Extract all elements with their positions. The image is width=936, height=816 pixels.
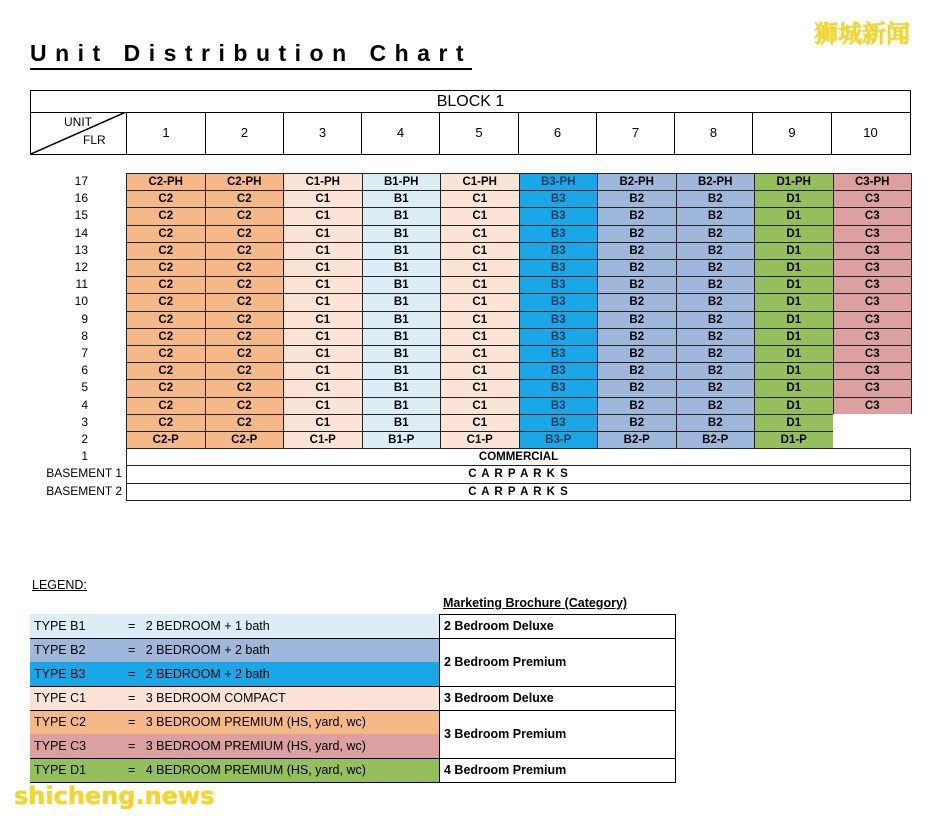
legend-type: TYPE C3 bbox=[34, 739, 87, 753]
unit-cell: C1 bbox=[283, 328, 363, 346]
unit-cell: B2 bbox=[597, 345, 677, 363]
unit-cell: C2 bbox=[126, 190, 206, 208]
unit-cell: C2 bbox=[205, 225, 285, 243]
category-cell: 3 Bedroom Premium bbox=[439, 710, 676, 758]
watermark-bottom: shicheng.news bbox=[14, 782, 215, 810]
unit-cell: C1-P bbox=[440, 431, 520, 449]
unit-cell: C2 bbox=[205, 379, 285, 397]
unit-cell: B3 bbox=[519, 225, 599, 243]
unit-cell: C3 bbox=[833, 345, 913, 363]
legend-row bbox=[30, 662, 439, 686]
unit-cell: C2 bbox=[205, 259, 285, 277]
legend-description: = 2 BEDROOM + 2 bath bbox=[128, 643, 270, 657]
floor-label: 11 bbox=[75, 277, 88, 292]
floor-label: 1 bbox=[81, 449, 88, 464]
unit-cell: B3 bbox=[519, 345, 599, 363]
unit-cell: B3 bbox=[519, 259, 599, 277]
unit-cell: C3 bbox=[833, 190, 913, 208]
column-header-2: 2 bbox=[205, 112, 283, 154]
unit-cell: C1 bbox=[440, 207, 520, 225]
unit-cell: B2 bbox=[676, 311, 756, 329]
column-header-10: 10 bbox=[831, 112, 909, 154]
unit-cell: B1 bbox=[362, 311, 442, 329]
unit-cell: C3 bbox=[833, 379, 913, 397]
unit-cell: C2-P bbox=[126, 431, 206, 449]
unit-cell bbox=[833, 414, 913, 432]
legend-row bbox=[30, 614, 439, 638]
unit-cell: C1 bbox=[440, 311, 520, 329]
unit-cell: B2 bbox=[597, 242, 677, 260]
floor-axis-label: FLR bbox=[83, 133, 106, 147]
unit-cell: B1 bbox=[362, 414, 442, 432]
unit-cell: C2 bbox=[126, 397, 206, 415]
unit-cell: C2 bbox=[126, 276, 206, 294]
unit-cell: B2 bbox=[676, 414, 756, 432]
unit-cell: C2 bbox=[126, 328, 206, 346]
floor-label: 3 bbox=[81, 414, 88, 429]
unit-cell: B3 bbox=[519, 414, 599, 432]
unit-cell: C3 bbox=[833, 242, 913, 260]
unit-cell: D1 bbox=[754, 379, 834, 397]
floor-label: 12 bbox=[74, 260, 88, 274]
unit-cell: D1 bbox=[754, 225, 834, 243]
floor-label: 4 bbox=[81, 397, 88, 412]
unit-cell: B1 bbox=[362, 207, 442, 225]
unit-cell: C2 bbox=[126, 207, 206, 225]
unit-cell: B2-PH bbox=[676, 173, 756, 191]
floor-label: 16 bbox=[74, 191, 88, 206]
unit-cell: C2 bbox=[126, 311, 206, 329]
unit-cell: C3 bbox=[833, 259, 913, 277]
category-divider bbox=[30, 638, 676, 639]
unit-cell: B2 bbox=[676, 190, 756, 208]
unit-cell: B3 bbox=[519, 362, 599, 380]
unit-cell: B2 bbox=[597, 293, 677, 311]
unit-cell: C2 bbox=[205, 397, 285, 415]
unit-cell: C2 bbox=[126, 293, 206, 311]
unit-cell: C2 bbox=[126, 362, 206, 380]
unit-cell: B1 bbox=[362, 259, 442, 277]
unit-cell: D1-P bbox=[754, 431, 834, 449]
unit-cell: B3 bbox=[519, 328, 599, 346]
unit-cell: B3 bbox=[519, 293, 599, 311]
unit-cell: B3-PH bbox=[519, 173, 599, 191]
category-divider bbox=[30, 686, 676, 687]
category-divider bbox=[30, 710, 676, 711]
unit-cell: C1 bbox=[440, 190, 520, 208]
unit-cell: D1 bbox=[754, 397, 834, 415]
floor-label: BASEMENT 2 bbox=[46, 483, 122, 498]
unit-cell: D1 bbox=[754, 190, 834, 208]
unit-cell: C1 bbox=[283, 190, 363, 208]
unit-cell: C2 bbox=[205, 207, 285, 225]
floor-label: 9 bbox=[81, 311, 88, 326]
unit-cell: B3-P bbox=[519, 431, 599, 449]
unit-cell: D1 bbox=[754, 328, 834, 346]
legend-row bbox=[30, 686, 439, 710]
unit-cell: B2 bbox=[597, 362, 677, 380]
unit-cell: B2 bbox=[676, 225, 756, 243]
unit-cell: B2 bbox=[676, 397, 756, 415]
unit-cell: D1-PH bbox=[754, 173, 834, 191]
legend-row bbox=[30, 638, 439, 662]
unit-cell: C1-PH bbox=[283, 173, 363, 191]
unit-cell: C3-PH bbox=[833, 173, 913, 191]
unit-cell: C3 bbox=[833, 225, 913, 243]
unit-cell: B2 bbox=[597, 276, 677, 294]
unit-cell: B1 bbox=[362, 225, 442, 243]
unit-cell: B2 bbox=[597, 414, 677, 432]
unit-cell: B1 bbox=[362, 190, 442, 208]
unit-cell: C3 bbox=[833, 397, 913, 415]
unit-cell: D1 bbox=[754, 293, 834, 311]
unit-cell: B1 bbox=[362, 362, 442, 380]
unit-cell: B2 bbox=[676, 207, 756, 225]
unit-cell: C1 bbox=[283, 259, 363, 277]
unit-cell: B2 bbox=[676, 259, 756, 277]
unit-cell: C1 bbox=[440, 328, 520, 346]
unit-cell: B1 bbox=[362, 397, 442, 415]
unit-cell: B2 bbox=[597, 379, 677, 397]
column-header-1: 1 bbox=[126, 112, 205, 154]
unit-cell: C1-P bbox=[283, 431, 363, 449]
column-header-6: 6 bbox=[518, 112, 596, 154]
legend-type: TYPE B2 bbox=[34, 643, 86, 657]
unit-cell: B3 bbox=[519, 276, 599, 294]
unit-cell: C2 bbox=[205, 311, 285, 329]
legend-description: = 3 BEDROOM PREMIUM (HS, yard, wc) bbox=[128, 739, 366, 753]
unit-cell: D1 bbox=[754, 345, 834, 363]
unit-cell: C2 bbox=[205, 328, 285, 346]
unit-cell: D1 bbox=[754, 362, 834, 380]
unit-cell: C2 bbox=[126, 379, 206, 397]
unit-cell: C2-P bbox=[205, 431, 285, 449]
unit-cell: C1 bbox=[440, 379, 520, 397]
unit-cell: B3 bbox=[519, 397, 599, 415]
unit-cell: D1 bbox=[754, 414, 834, 432]
floor-label: 7 bbox=[81, 346, 88, 360]
floor-label: 13 bbox=[74, 242, 88, 257]
unit-cell: B3 bbox=[519, 190, 599, 208]
unit-cell: C2 bbox=[205, 276, 285, 294]
legend-description: = 3 BEDROOM COMPACT bbox=[128, 691, 286, 705]
unit-cell: C1 bbox=[283, 207, 363, 225]
unit-axis-label: UNIT bbox=[64, 115, 92, 129]
unit-cell: C1 bbox=[283, 225, 363, 243]
category-cell: 4 Bedroom Premium bbox=[439, 758, 676, 782]
category-header: Marketing Brochure (Category) bbox=[443, 596, 628, 610]
unit-cell: C1 bbox=[283, 293, 363, 311]
unit-cell: C1 bbox=[283, 379, 363, 397]
unit-cell: C1 bbox=[440, 414, 520, 432]
unit-cell: B2 bbox=[676, 328, 756, 346]
column-header-8: 8 bbox=[674, 112, 752, 154]
unit-cell: C1 bbox=[283, 414, 363, 432]
unit-cell: C2 bbox=[126, 259, 206, 277]
floor-label: 17 bbox=[74, 174, 88, 188]
floor-label: BASEMENT 1 bbox=[46, 466, 122, 481]
unit-cell: B1 bbox=[362, 345, 442, 363]
unit-floor-corner bbox=[31, 112, 126, 154]
floor-label: 2 bbox=[81, 432, 88, 446]
block-label: BLOCK 1 bbox=[31, 91, 910, 113]
commercial-row: COMMERCIAL bbox=[126, 448, 911, 466]
legend-description: = 4 BEDROOM PREMIUM (HS, yard, wc) bbox=[128, 763, 366, 777]
unit-cell: B2 bbox=[597, 397, 677, 415]
unit-cell: B2 bbox=[597, 207, 677, 225]
unit-cell: C2 bbox=[205, 190, 285, 208]
unit-cell: B2 bbox=[597, 190, 677, 208]
unit-cell: B2 bbox=[597, 225, 677, 243]
legend-type: TYPE B3 bbox=[34, 667, 86, 681]
unit-cell: C2 bbox=[205, 293, 285, 311]
unit-cell: C2 bbox=[126, 225, 206, 243]
unit-cell: C3 bbox=[833, 293, 913, 311]
legend-description: = 3 BEDROOM PREMIUM (HS, yard, wc) bbox=[128, 715, 366, 729]
unit-cell: B2 bbox=[676, 345, 756, 363]
column-header-7: 7 bbox=[596, 112, 674, 154]
unit-cell: B2 bbox=[676, 379, 756, 397]
unit-cell: C1 bbox=[440, 276, 520, 294]
unit-cell: C2-PH bbox=[126, 173, 206, 191]
unit-cell: C2 bbox=[205, 345, 285, 363]
floor-label: 14 bbox=[74, 225, 88, 240]
legend-title: LEGEND: bbox=[32, 578, 87, 592]
unit-cell: C3 bbox=[833, 311, 913, 329]
unit-cell: C1 bbox=[283, 276, 363, 294]
floor-label: 6 bbox=[81, 363, 88, 378]
unit-cell: C2 bbox=[205, 242, 285, 260]
unit-cell: C3 bbox=[833, 276, 913, 294]
unit-cell: B1 bbox=[362, 242, 442, 260]
unit-cell: B1 bbox=[362, 293, 442, 311]
unit-cell: C3 bbox=[833, 207, 913, 225]
unit-cell: C1 bbox=[283, 311, 363, 329]
unit-cell: C3 bbox=[833, 328, 913, 346]
unit-cell: C2 bbox=[126, 242, 206, 260]
unit-cell: B2 bbox=[676, 242, 756, 260]
unit-cell: B3 bbox=[519, 242, 599, 260]
unit-cell: D1 bbox=[754, 242, 834, 260]
category-divider bbox=[30, 758, 676, 759]
carpark-row: C A R P A R K S bbox=[126, 483, 911, 501]
unit-cell: C1 bbox=[440, 397, 520, 415]
watermark-top: 狮城新闻 bbox=[814, 20, 910, 48]
legend-row bbox=[30, 710, 439, 734]
unit-cell: C1 bbox=[440, 345, 520, 363]
unit-cell: C2 bbox=[126, 345, 206, 363]
block-header-table bbox=[30, 90, 911, 155]
unit-cell: B1 bbox=[362, 379, 442, 397]
legend-type: TYPE B1 bbox=[34, 619, 86, 633]
unit-cell: C2 bbox=[205, 414, 285, 432]
unit-cell: C2-PH bbox=[205, 173, 285, 191]
category-cell: 3 Bedroom Deluxe bbox=[439, 686, 676, 710]
legend-description: = 2 BEDROOM + 1 bath bbox=[128, 619, 270, 633]
unit-cell: B1-PH bbox=[362, 173, 442, 191]
unit-cell: D1 bbox=[754, 259, 834, 277]
column-header-9: 9 bbox=[752, 112, 831, 154]
unit-cell: B1 bbox=[362, 276, 442, 294]
unit-cell: C1 bbox=[440, 293, 520, 311]
unit-cell: C2 bbox=[205, 362, 285, 380]
unit-cell: B3 bbox=[519, 207, 599, 225]
unit-cell: C1 bbox=[283, 397, 363, 415]
unit-cell: B2-PH bbox=[597, 173, 677, 191]
unit-cell: C2 bbox=[126, 414, 206, 432]
category-cell: 2 Bedroom Deluxe bbox=[439, 614, 676, 638]
unit-cell: B2 bbox=[676, 362, 756, 380]
unit-cell: C1 bbox=[440, 362, 520, 380]
unit-cell: C1 bbox=[283, 345, 363, 363]
unit-cell: C3 bbox=[833, 362, 913, 380]
unit-cell: B2-P bbox=[597, 431, 677, 449]
unit-cell: C1 bbox=[440, 259, 520, 277]
unit-cell: B2 bbox=[676, 276, 756, 294]
legend-row bbox=[30, 734, 439, 758]
unit-cell bbox=[833, 431, 913, 449]
unit-cell: C1-PH bbox=[440, 173, 520, 191]
unit-cell: B1-P bbox=[362, 431, 442, 449]
legend-type: TYPE C2 bbox=[34, 715, 87, 729]
unit-cell: C1 bbox=[440, 225, 520, 243]
unit-cell: C1 bbox=[440, 242, 520, 260]
unit-cell: B2-P bbox=[676, 431, 756, 449]
floor-label: 15 bbox=[74, 208, 88, 223]
page-title: Unit Distribution Chart bbox=[30, 40, 472, 70]
legend-description: = 2 BEDROOM + 2 bath bbox=[128, 667, 270, 681]
unit-cell: D1 bbox=[754, 207, 834, 225]
legend-row bbox=[30, 758, 439, 782]
unit-cell: B2 bbox=[597, 328, 677, 346]
unit-cell: B2 bbox=[597, 259, 677, 277]
unit-cell: D1 bbox=[754, 276, 834, 294]
legend-type: TYPE D1 bbox=[34, 763, 87, 777]
carpark-row: C A R P A R K S bbox=[126, 465, 911, 483]
floor-label: 10 bbox=[74, 294, 88, 309]
unit-cell: B2 bbox=[676, 293, 756, 311]
floor-label: 5 bbox=[81, 380, 88, 395]
column-header-4: 4 bbox=[361, 112, 439, 154]
unit-cell: B3 bbox=[519, 379, 599, 397]
unit-cell: C1 bbox=[283, 362, 363, 380]
unit-cell: C1 bbox=[283, 242, 363, 260]
legend-type: TYPE C1 bbox=[34, 691, 87, 705]
column-header-5: 5 bbox=[439, 112, 518, 154]
category-cell: 2 Bedroom Premium bbox=[439, 638, 676, 686]
unit-cell: D1 bbox=[754, 311, 834, 329]
unit-columns-header bbox=[31, 112, 910, 154]
unit-cell: B1 bbox=[362, 328, 442, 346]
unit-cell: B3 bbox=[519, 311, 599, 329]
column-header-3: 3 bbox=[283, 112, 361, 154]
unit-cell: B2 bbox=[597, 311, 677, 329]
floor-label: 8 bbox=[81, 328, 88, 343]
